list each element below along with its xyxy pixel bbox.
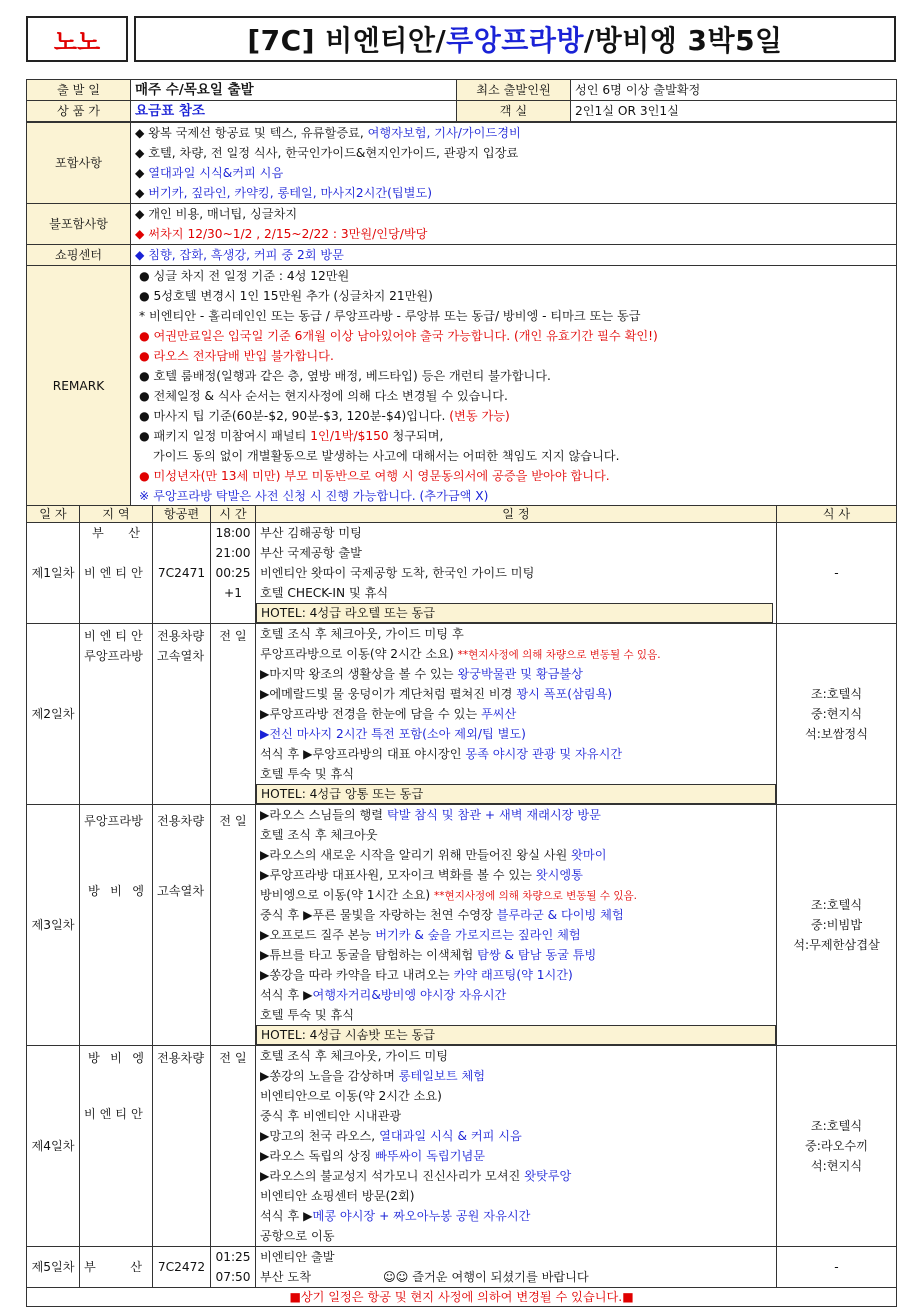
region-busan: 부 산 xyxy=(84,1260,142,1274)
remark-line: 가이드 동의 없이 개별활동으로 발생하는 사고에 대해서는 어떠한 책임도 지지 않습니다. xyxy=(153,449,620,463)
day-row xyxy=(27,1247,897,1288)
day-times: 18:00 21:00 00:25 +1 xyxy=(211,523,256,624)
included-line: ◆ 버기카, 짚라인, 카약킹, 롱테일, 마사지2시간(팁별도) xyxy=(135,186,432,200)
day-label: 제5일차 xyxy=(27,1247,80,1288)
day-row xyxy=(27,523,897,624)
day-region: 비 엔 티 안 루앙프라방 xyxy=(80,624,153,805)
day-itinerary: 호텔 조식 후 체크아웃, 가이드 미팅 ▶쏭강의 노을을 감상하며 롱테일보트 체험 비엔티안으로 이동(약 2시간 소요) 중식 후 비엔티안 시내관광 ▶망고의 천국 라오스, 열대과일 시식 & 커피 시음 ▶라오스 독립의 상징 빠뚜싸이 독립기념문 ▶라오스의 불교성지 석가모니 진신사리가 모셔진 왓탓루앙 비엔티안 쇼핑센터 방문(2회) 석식 후 ▶메콩 야시장 + 짜오아누봉 공원 자유시간 공항으로 이동 xyxy=(256,1046,777,1247)
remark-line: ● 패키지 일정 미참여시 패널티 1인/1박/$150 청구되며, xyxy=(139,429,444,443)
day-transport: 전용차량 xyxy=(153,1046,211,1247)
col-flight: 항공편 xyxy=(153,506,211,523)
day-region: 루앙프라방 방 비 엥 xyxy=(80,805,153,1046)
day-flight: 7C2472 xyxy=(153,1247,211,1288)
day-region xyxy=(80,1247,153,1288)
remark-line: ● 호텔 룸배정(일행과 같은 층, 옆방 배정, 베드타입) 등은 개런티 불가합니다. xyxy=(139,369,551,383)
day-meal: 조:호텔식 중:라오수끼 석:현지식 xyxy=(777,1046,897,1247)
departure-label: 출 발 일 xyxy=(27,80,131,101)
region-vangvieng: 방 비 엥 xyxy=(88,884,144,898)
remark-line: ● 미성년자(만 13세 미만) 부모 미동반으로 여행 시 영문동의서에 공증을 받아야 합니다. xyxy=(139,469,610,483)
brand-logo: 노노 xyxy=(26,16,128,62)
footer-notice: ■상기 일정은 항공 및 현지 사정에 의하여 변경될 수 있습니다.■ xyxy=(27,1288,897,1307)
included-line: ◆ 열대과일 시식&커피 시음 xyxy=(135,166,284,180)
remark-line: ● 라오스 전자담배 반입 불가합니다. xyxy=(139,349,334,363)
day-meal: - xyxy=(777,1247,897,1288)
page-title xyxy=(134,16,896,62)
shopping-label: 쇼핑센터 xyxy=(27,245,131,266)
day-label: 제1일차 xyxy=(27,523,80,624)
title-highlight: 루앙프라방 xyxy=(446,24,584,57)
room-label: 객 실 xyxy=(457,101,571,122)
day-row xyxy=(27,1046,897,1247)
day-time: 전 일 xyxy=(211,1046,256,1247)
title-part: /방비엥 3박5일 xyxy=(583,24,783,57)
day-itinerary: 부산 김해공항 미팅 부산 국제공항 출발 비엔티안 왓따이 국제공항 도착, 한국인 가이드 미팅 호텔 CHECK-IN 및 휴식 HOTEL: 4성급 라오텔 또는 동급 xyxy=(256,523,777,624)
schedule-table xyxy=(26,505,897,1307)
day-label: 제3일차 xyxy=(27,805,80,1046)
hotel-info: HOTEL: 4성급 시솜밧 또는 동급 xyxy=(256,1025,776,1045)
col-day: 일 자 xyxy=(27,506,80,523)
day-region: 방 비 엥 비 엔 티 안 xyxy=(80,1046,153,1247)
room-value: 2인1실 OR 3인1실 xyxy=(571,101,897,122)
day-time: 전 일 xyxy=(211,624,256,805)
min-people-value: 성인 6명 이상 출발확정 xyxy=(571,80,897,101)
remark-line: ● 전체일정 & 식사 순서는 현지사정에 의해 다소 변경될 수 있습니다. xyxy=(139,389,508,403)
day-times: 01:25 07:50 xyxy=(211,1247,256,1288)
remark-line: * 비엔티안 - 홀리데인인 또는 동급 / 루앙프라방 - 루앙뷰 또는 동급/ 방비엥 - 티마크 또는 동급 xyxy=(139,309,641,323)
col-time: 시 간 xyxy=(211,506,256,523)
day-itinerary: 호텔 조식 후 체크아웃, 가이드 미팅 후 루앙프라방으로 이동(약 2시간 소요) **현지사정에 의해 차량으로 변동될 수 있음. ▶마지막 왕조의 생활상을 볼 수 있는 왕궁박물관 및 황금불상 ▶에메랄드빛 물 웅덩이가 계단처럼 펼쳐진 비경 꽝시 폭포(삼림욕) ▶루앙프라방 전경을 한눈에 담을 수 있는 푸씨산 ▶전신 마사지 2시간 특전 포함(소아 제외/팁 별도) 석식 후 ▶루앙프라방의 대표 야시장인 몽족 야시장 관광 및 자유시간 호텔 투숙 및 휴식 HOTEL: 4성급 앙통 또는 동급 xyxy=(256,624,777,805)
region-vientiane: 비 엔 티 안 xyxy=(84,566,143,580)
remark-content xyxy=(131,266,897,507)
region-busan: 부 산 xyxy=(92,526,140,540)
day-time: 전 일 xyxy=(211,805,256,1046)
day-itinerary: ▶라오스 스님들의 행렬 탁발 참식 및 참관 + 새벽 재래시장 방문 호텔 조식 후 체크아웃 ▶라오스의 새로운 시작을 알리기 위해 만들어진 왕실 사원 왓마이 ▶루앙프라방 대표사원, 모자이크 벽화를 볼 수 있는 왓시엥통 방비엥으로 이동(약 1시간 소요) **현지사정에 의해 차량으로 변동될 수 있음. 중식 후 ▶푸른 물빛을 자랑하는 천연 수영장 블루라군 & 다이빙 체험 ▶오프로드 질주 본능 버기카 & 숲을 가로지르는 짚라인 체험 ▶튜브를 타고 동굴을 탐험하는 이색체험 탐쌍 & 탐남 동굴 튜빙 ▶쏭강을 따라 카약을 타고 내려오는 카약 래프팅(약 1시간) 석식 후 ▶여행자거리&방비엥 야시장 자유시간 호텔 투숙 및 휴식 HOTEL: 4성급 시솜밧 또는 동급 xyxy=(256,805,777,1046)
day-label: 제4일차 xyxy=(27,1046,80,1247)
included-content xyxy=(131,123,897,204)
price-value: 요금표 참조 xyxy=(131,101,457,122)
day-row xyxy=(27,805,897,1046)
hotel-info: HOTEL: 4성급 라오텔 또는 동급 xyxy=(256,603,773,623)
schedule-header-row xyxy=(27,506,897,523)
day-transport: 전용차량 고속열차 xyxy=(153,805,211,1046)
remark-label: REMARK xyxy=(27,266,131,507)
day-row xyxy=(27,624,897,805)
included-line: ◆ 왕복 국제선 항공료 및 텍스, 유류할증료, 여행자보험, 기사/가이드경비 xyxy=(135,126,521,140)
price-label: 상 품 가 xyxy=(27,101,131,122)
product-info-table xyxy=(26,79,897,122)
day-itinerary: 비엔티안 출발 부산 도착 ☺☺ 즐거운 여행이 되셨기를 바랍니다 xyxy=(256,1247,777,1288)
day-meal: - xyxy=(777,523,897,624)
page-header xyxy=(26,16,896,64)
excluded-label: 불포함사항 xyxy=(27,204,131,245)
remark-line: ● 5성호텔 변경시 1인 15만원 추가 (싱글차지 21만원) xyxy=(139,289,433,303)
hotel-info: HOTEL: 4성급 앙통 또는 동급 xyxy=(256,784,776,804)
col-region: 지 역 xyxy=(80,506,153,523)
day-flight: 7C2471 xyxy=(153,523,211,624)
col-itinerary: 일 정 xyxy=(256,506,777,523)
region-vangvieng: 방 비 엥 xyxy=(88,1051,144,1065)
day-transport: 전용차량 고속열차 xyxy=(153,624,211,805)
remark-line: ● 마사지 팁 기준(60분-$2, 90분-$3, 120분-$4)입니다. (변동 가능) xyxy=(139,409,510,423)
departure-value: 매주 수/목요일 출발 xyxy=(131,80,457,101)
excluded-line: ◆ 개인 비용, 매너팁, 싱글차지 xyxy=(135,207,298,221)
included-label: 포함사항 xyxy=(27,123,131,204)
remark-line: ※ 루앙프라방 탁발은 사전 신청 시 진행 가능합니다. (추가금액 X) xyxy=(139,489,489,503)
day-region xyxy=(80,523,153,624)
day-label: 제2일차 xyxy=(27,624,80,805)
min-people-label: 최소 출발인원 xyxy=(457,80,571,101)
surcharge-line: ◆ 써차지 12/30~1/2 , 2/15~2/22 : 3만원/인당/박당 xyxy=(135,227,428,241)
remark-line: ● 싱글 차지 전 일정 기준 : 4성 12만원 xyxy=(139,269,350,283)
included-line: ◆ 호텔, 차량, 전 일정 식사, 한국인가이드&현지인가이드, 관광지 입장료 xyxy=(135,146,519,160)
excluded-content xyxy=(131,204,897,245)
shopping-content: ◆ 침향, 잡화, 흑생강, 커피 중 2회 방문 xyxy=(131,245,897,266)
day-meal: 조:호텔식 중:현지식 석:보쌈정식 xyxy=(777,624,897,805)
remark-line: ● 여권만료일은 입국일 기준 6개월 이상 남아있어야 출국 가능합니다. (개인 유효기간 필수 확인!) xyxy=(139,329,658,343)
col-meal: 식 사 xyxy=(777,506,897,523)
title-part: [7C] 비엔티안/ xyxy=(247,24,447,57)
day-meal: 조:호텔식 중:비빔밥 석:무제한삼겹살 xyxy=(777,805,897,1046)
terms-table xyxy=(26,122,897,507)
